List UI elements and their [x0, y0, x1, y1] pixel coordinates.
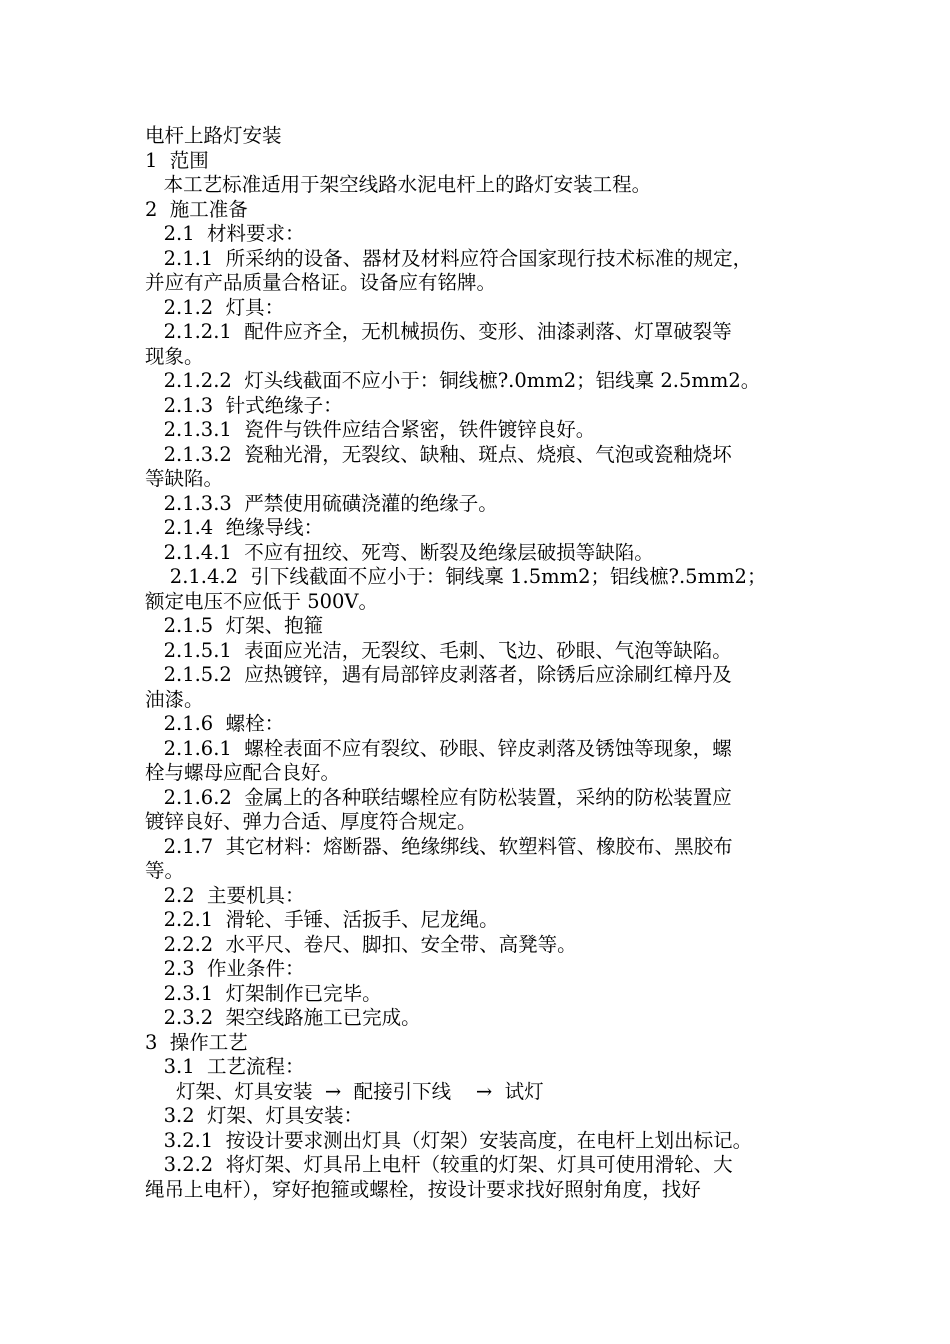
- section-heading: 2 施工准备: [145, 197, 248, 221]
- paragraph-line: 绳吊上电杆），穿好抱箍或螺栓，按设计要求找好照射角度，找好: [145, 1177, 701, 1201]
- subsection-heading: 2.1 材料要求：: [145, 222, 305, 245]
- paragraph-line: 并应有产品质量合格证。设备应有铭牌。: [145, 271, 497, 294]
- section-heading: 3 操作工艺: [145, 1030, 248, 1054]
- document-title: 电杆上路灯安装: [145, 124, 282, 147]
- section-heading: 1 范围: [145, 148, 209, 172]
- subsection-heading: 2.1.2 灯具：: [145, 295, 285, 319]
- paragraph-line: 2.1.6.2 金属上的各种联结螺栓应有防松装置，采纳的防松装置应: [145, 785, 732, 809]
- paragraph-line: 2.1.3.2 瓷釉光滑，无裂纹、缺釉、斑点、烧痕、气泡或瓷釉烧坏: [145, 442, 732, 466]
- paragraph-line: 现象。: [145, 344, 204, 368]
- paragraph-line: 2.1.6.1 螺栓表面不应有裂纹、砂眼、锌皮剥落及锈蚀等现象，螺: [145, 736, 732, 760]
- paragraph-line: 2.1.2.2 灯头线截面不应小于：铜线樜?.0mm2；铝线稟 2.5mm2。: [145, 369, 761, 392]
- paragraph-line: 2.1.3.3 严禁使用硫磺浇灌的绝缘子。: [145, 491, 498, 515]
- document-body: [145, 124, 825, 1202]
- subsection-heading: 2.1.6 螺栓：: [145, 712, 285, 735]
- paragraph-line: 3.2.2 将灯架、灯具吊上电杆（较重的灯架、灯具可使用滑轮、大: [145, 1153, 733, 1176]
- paragraph-line: 2.1.5.2 应热镀锌，遇有局部锌皮剥落者，除锈后应涂刷红樟丹及: [145, 663, 732, 686]
- subsection-heading: 3.1 工艺流程：: [145, 1055, 305, 1078]
- subsection-heading: 2.1.3 针式绝缘子：: [145, 393, 343, 417]
- paragraph-line: 油漆。: [145, 687, 204, 711]
- paragraph-line: 2.1.1 所采纳的设备、器材及材料应符合国家现行技术标准的规定，: [145, 246, 753, 270]
- paragraph-line: 2.3.1 灯架制作已完毕。: [145, 981, 382, 1005]
- paragraph-line: 等。: [145, 859, 185, 882]
- paragraph-line: 额定电压不应低于 500V。: [145, 589, 379, 613]
- paragraph-line: 2.1.3.1 瓷件与铁件应结合紧密，铁件镀锌良好。: [145, 418, 596, 441]
- paragraph-line: 2.3.2 架空线路施工已完成。: [145, 1006, 421, 1029]
- paragraph-line: 2.2.2 水平尺、卷尺、脚扣、安全带、高凳等。: [145, 932, 577, 956]
- paragraph-line: 2.2.1 滑轮、手锤、活扳手、尼龙绳。: [145, 908, 499, 931]
- paragraph-line: 镀锌良好、弹力合适、厚度符合规定。: [145, 810, 477, 833]
- paragraph-line: 栓与螺母应配合良好。: [145, 761, 341, 784]
- paragraph-line: 2.1.2.1 配件应齐全，无机械损伤、变形、油漆剥落、灯罩破裂等: [145, 320, 732, 343]
- process-flow: 灯架、灯具安装 → 配接引下线 → 试灯: [145, 1079, 544, 1103]
- paragraph-line: 2.1.4.2 引下线截面不应小于：铜线稟 1.5mm2；铝线樜?.5mm2；: [145, 565, 767, 588]
- subsection-heading: 2.2 主要机具：: [145, 883, 305, 907]
- subsection-heading: 2.1.4 绝缘导线：: [145, 516, 324, 539]
- paragraph-line: 本工艺标准适用于架空线路水泥电杆上的路灯安装工程。: [145, 173, 652, 196]
- paragraph-line: 等缺陷。: [145, 467, 224, 490]
- paragraph-line: 3.2.1 按设计要求测出灯具（灯架）安装高度，在电杆上划出标记。: [145, 1128, 753, 1152]
- subsection-heading: 2.1.5 灯架、抱箍: [145, 614, 324, 637]
- paragraph-line: 2.1.4.1 不应有扭绞、死弯、断裂及绝缘层破损等缺陷。: [145, 540, 654, 564]
- paragraph-line: 2.1.7 其它材料：熔断器、绝缘绑线、软塑料管、橡胶布、黑胶布: [145, 834, 733, 858]
- subsection-heading: 2.3 作业条件：: [145, 957, 305, 980]
- paragraph-line: 2.1.5.1 表面应光洁，无裂纹、毛刺、飞边、砂眼、气泡等缺陷。: [145, 638, 732, 662]
- subsection-heading: 3.2 灯架、灯具安装：: [145, 1104, 364, 1127]
